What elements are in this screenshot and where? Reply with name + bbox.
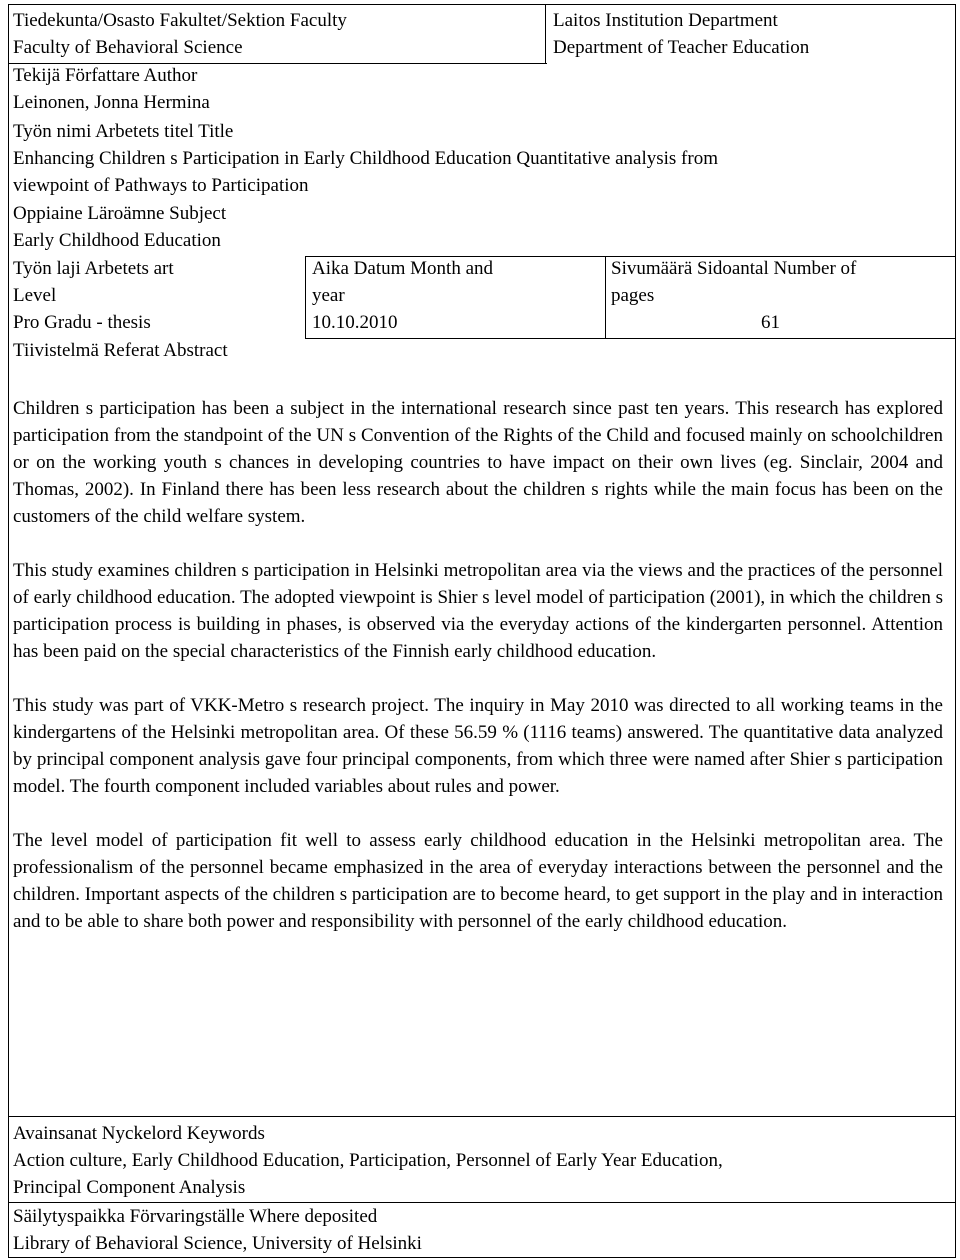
keywords-cell	[13, 1120, 943, 1201]
deposited-cell	[13, 1203, 943, 1257]
faculty-value: Faculty of Behavioral Science	[13, 37, 243, 58]
subject-value: Early Childhood Education	[13, 230, 221, 251]
date-cell	[312, 255, 600, 336]
department-label: Laitos Institution Department	[553, 10, 778, 31]
subject-cell	[13, 200, 943, 254]
author-label: Tekijä Författare Author	[13, 65, 198, 86]
deposited-label: Säilytyspaikka Förvaringställe Where deposited	[13, 1206, 378, 1227]
pages-label-line-1: Sivumäärä Sidoantal Number of	[611, 258, 857, 279]
date-label-line-2: year	[312, 285, 345, 306]
divider-line	[305, 256, 955, 257]
date-label-line-1: Aika Datum Month and	[312, 258, 494, 279]
abstract-body	[13, 395, 943, 935]
abstract-form	[8, 4, 956, 1258]
pages-value: 61	[761, 312, 780, 333]
keywords-value-line-2: Principal Component Analysis	[13, 1177, 246, 1198]
abstract-paragraph: This study was part of VKK-Metro s research project. The inquiry in May 2010 was directed to all working teams in the kindergartens of the Helsinki metropolitan area. Of these 56.59 % (1116 teams) answered. The quantitative data analyzed by principal component analysis gave four principal components, from which three were named after Shier s participation model. The fourth component included variables about rules and power.	[13, 695, 943, 797]
title-value-line-1: Enhancing Children s Participation in Early Childhood Education Quantitative analysis from	[13, 148, 718, 169]
level-value: Pro Gradu - thesis	[13, 312, 151, 333]
deposited-value: Library of Behavioral Science, University of Helsinki	[13, 1233, 422, 1254]
level-label-line-1: Työn laji Arbetets art	[13, 258, 174, 279]
divider-line	[9, 1116, 955, 1117]
pages-cell	[611, 255, 951, 336]
abstract-label: Tiivistelmä Referat Abstract	[13, 340, 228, 361]
faculty-cell	[13, 7, 543, 61]
keywords-value-line-1: Action culture, Early Childhood Education, Participation, Personnel of Early Year Education,	[13, 1150, 723, 1171]
title-label: Työn nimi Arbetets titel Title	[13, 121, 234, 142]
divider-line	[605, 256, 606, 338]
date-value: 10.10.2010	[312, 312, 398, 333]
faculty-label: Tiedekunta/Osasto Fakultet/Sektion Faculty	[13, 10, 347, 31]
subject-label: Oppiaine Läroämne Subject	[13, 203, 227, 224]
faculty-divider	[545, 5, 546, 63]
abstract-label-cell	[13, 337, 413, 364]
level-cell	[13, 255, 299, 336]
title-value-line-2: viewpoint of Pathways to Participation	[13, 175, 309, 196]
abstract-paragraph: This study examines children s participation in Helsinki metropolitan area via the views and the practices of the personnel of early childhood education. The adopted viewpoint is Shier s level model of participation (2001), in which the children s participation process is building in phases, is observed via the everyday actions of the kindergarten personnel. Attention has been paid on the special characteristics of the Finnish early childhood education.	[13, 560, 943, 662]
abstract-paragraph: The level model of participation fit well to assess early childhood education in the Helsinki metropolitan area. The professionalism of the personnel became emphasized in the area of everyday interactions between the personnel and the children. Important aspects of the children s participation are to become heard, to get support in the play and in interaction and to be able to share both power and responsibility with personnel of the early childhood education.	[13, 830, 943, 932]
pages-label-line-2: pages	[611, 285, 655, 306]
abstract-paragraph: Children s participation has been a subject in the international research since past ten years. This research has explored participation from the standpoint of the UN s Convention of the Rights of the Child and focused mainly on schoolchildren or on the working youth s chances in developing countries to have impact on their own lives (eg. Sinclair, 2004 and Thomas, 2002). In Finland there has been less research about the children s rights while the main focus has been on the customers of the child welfare system.	[13, 398, 943, 527]
author-value: Leinonen, Jonna Hermina	[13, 92, 210, 113]
divider-line	[305, 256, 306, 338]
keywords-label: Avainsanat Nyckelord Keywords	[13, 1123, 265, 1144]
department-value: Department of Teacher Education	[553, 37, 810, 58]
title-cell	[13, 118, 943, 199]
level-label-line-2: Level	[13, 285, 57, 306]
author-cell	[13, 62, 943, 116]
department-cell	[553, 7, 949, 61]
